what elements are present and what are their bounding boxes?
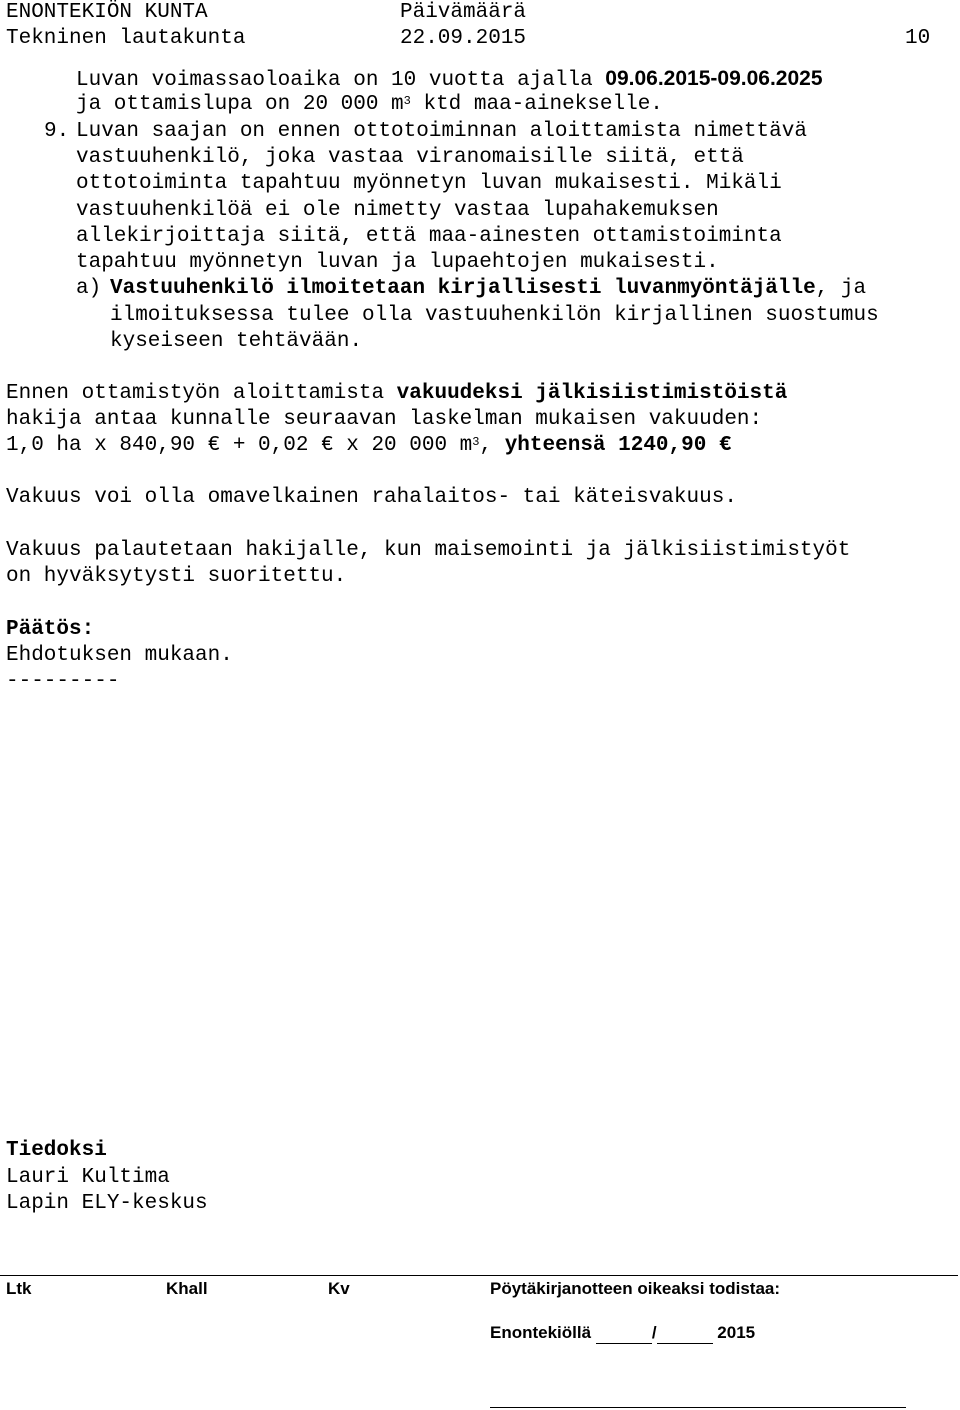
item-9-line-1: Luvan saajan on ennen ottotoiminnan aloittamista nimettävä	[76, 120, 807, 143]
guarantee-type: Vakuus voi olla omavelkainen rahalaitos- tai käteisvakuus.	[6, 486, 737, 509]
calculation-separator: ,	[479, 434, 505, 457]
item-9a-tail: , ja	[815, 277, 867, 300]
day-blank	[596, 1327, 652, 1344]
permit-amount-tail: ktd maa-ainekselle.	[410, 93, 663, 116]
footer-place-date	[490, 1322, 755, 1344]
footer-divider	[0, 1275, 958, 1276]
meeting-date: 22.09.2015	[400, 27, 527, 50]
permit-amount-line	[76, 92, 663, 118]
footer-place: Enontekiöllä	[490, 1323, 592, 1342]
guarantee-purpose: vakuudeksi jälkisiistimistöistä	[396, 382, 788, 405]
item-9-line-5: allekirjoittaja siitä, että maa-ainesten ottamistoiminta	[76, 225, 782, 248]
item-9a-bold: Vastuuhenkilö ilmoitetaan kirjallisesti luvanmyöntäjälle	[110, 277, 816, 300]
item-9a-line-3: kyseiseen tehtävään.	[110, 330, 363, 353]
item-9-number: 9.	[44, 120, 70, 143]
guarantee-return-1: Vakuus palautetaan hakijalle, kun maisemointi ja jälkisiistimistyöt	[6, 539, 851, 562]
decision-text: Ehdotuksen mukaan.	[6, 644, 233, 667]
item-9a-line-1	[110, 276, 866, 302]
signature-line	[490, 1407, 906, 1408]
footer-year: 2015	[717, 1323, 756, 1342]
board-name: Tekninen lautakunta	[6, 27, 246, 50]
decision-separator: ---------	[6, 670, 120, 693]
calculation-formula: 1,0 ha x 840,90 € + 0,02 € x 20 000 m	[6, 434, 473, 457]
permit-duration-line	[76, 66, 823, 94]
notice-label: Tiedoksi	[6, 1139, 107, 1162]
item-9a-marker: a)	[76, 277, 102, 300]
permit-period: 09.06.2015-09.06.2025	[605, 67, 823, 90]
guarantee-calculation	[6, 433, 732, 459]
item-9-line-4: vastuuhenkilöä ei ole nimetty vastaa lupahakemuksen	[76, 199, 719, 222]
item-9-line-3: ottotoiminta tapahtuu myönnetyn luvan mukaisesti. Mikäli	[76, 172, 782, 195]
date-label: Päivämäärä	[400, 1, 527, 24]
guarantee-intro: Ennen ottamistyön aloittamista	[6, 382, 397, 405]
item-9a-line-2: ilmoituksessa tulee olla vastuuhenkilön kirjallinen suostumus	[110, 304, 879, 327]
page-number: 10	[905, 27, 931, 50]
guarantee-return-2: on hyväksytysti suoritettu.	[6, 565, 347, 588]
guarantee-line-2: hakija antaa kunnalle seuraavan laskelman mukaisen vakuuden:	[6, 408, 763, 431]
permit-duration-text: Luvan voimassaoloaika on 10 vuotta ajalla	[76, 69, 606, 92]
notice-recipient: Lapin ELY-keskus	[6, 1192, 208, 1215]
decision-label: Päätös:	[6, 618, 95, 641]
month-blank	[657, 1327, 713, 1344]
guarantee-line-1	[6, 381, 787, 407]
footer-ltk: Ltk	[6, 1279, 32, 1298]
notice-recipient: Lauri Kultima	[6, 1166, 170, 1189]
footer-kv: Kv	[328, 1279, 350, 1298]
item-9-line-6: tapahtuu myönnetyn luvan ja lupaehtojen mukaisesti.	[76, 251, 719, 274]
guarantee-total: yhteensä 1240,90 €	[504, 434, 732, 457]
cubic-superscript: 3	[403, 94, 411, 108]
item-9-line-2: vastuuhenkilö, joka vastaa viranomaisille siitä, että	[76, 146, 744, 169]
footer-certify: Pöytäkirjanotteen oikeaksi todistaa:	[490, 1279, 781, 1298]
permit-amount-text: ja ottamislupa on 20 000 m	[76, 93, 404, 116]
municipality-name: ENONTEKIÖN KUNTA	[6, 1, 208, 24]
footer-khall: Khall	[166, 1279, 208, 1298]
cubic-superscript: 3	[472, 435, 480, 449]
date-slash: /	[651, 1323, 657, 1342]
